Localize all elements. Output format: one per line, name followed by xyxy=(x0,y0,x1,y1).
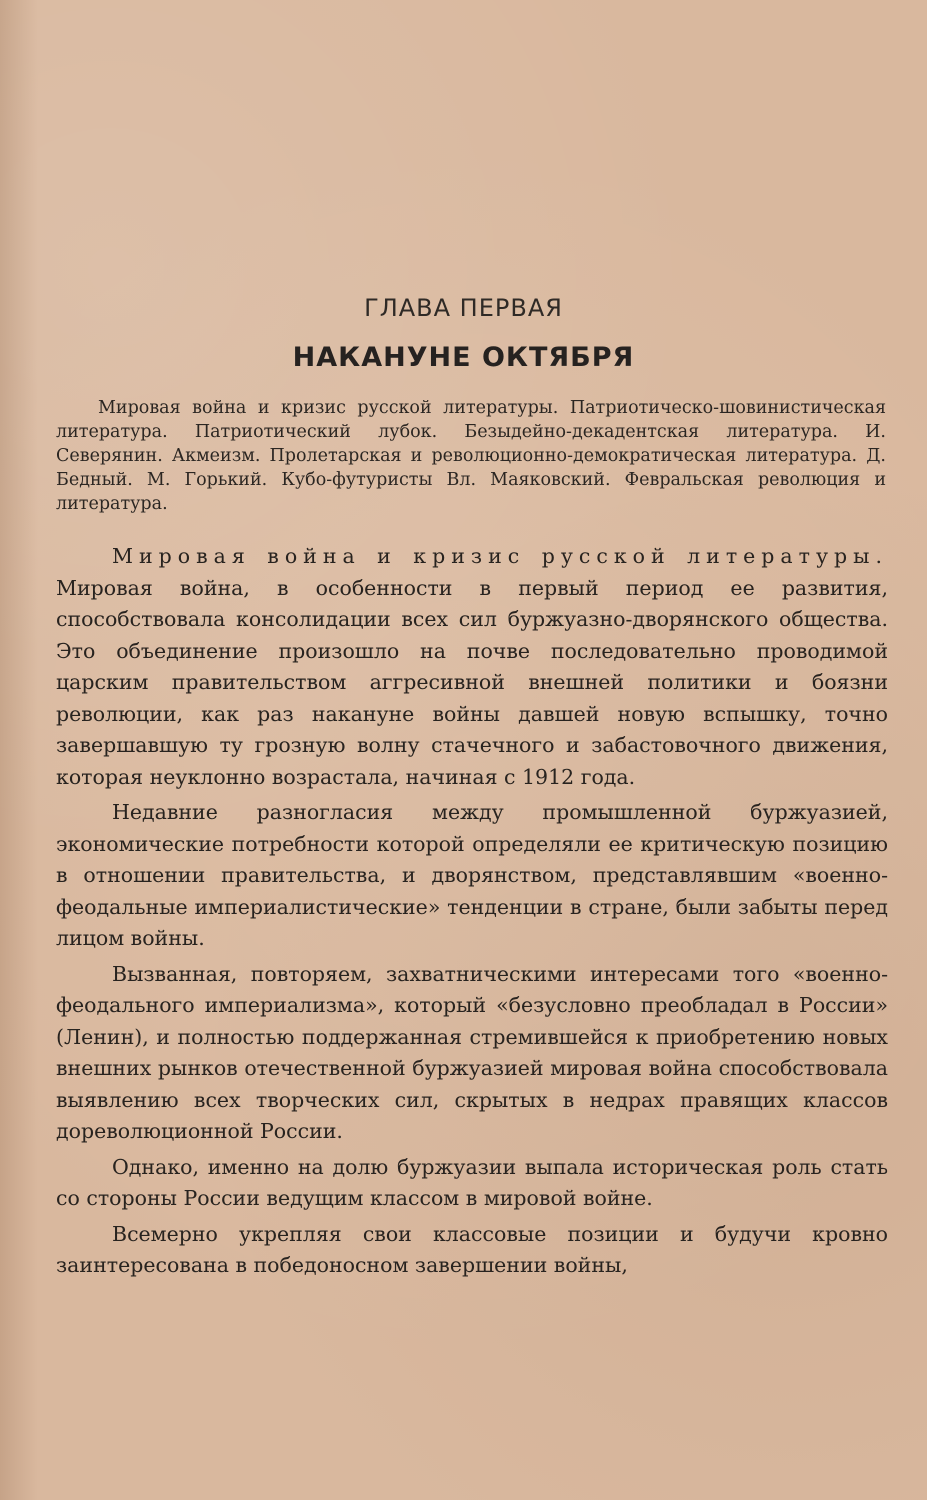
paragraph-1-text: Мировая война, в особенности в первый период ее развития, способствовала консолидации всех сил буржуазно-дворянского общества. Это объединение произошло на почве последовательно проводимой царским правительством аггресивной внешней политики и боязни революции, как раз накануне войны давшей новую вспышку, точно завершавшую ту грозную волну стачечного и забастовочного движения, которая неуклонно возрастала, начиная с 1912 года. xyxy=(56,575,888,789)
paragraph-2: Недавние разногласия между промышленной буржуазией, экономические потребности которой определяли ее критическую позицию в отношении правительства, и дворянством, представлявшим «военно-феодальные империалистические» тенденции в стране, были забыты перед лицом войны. xyxy=(56,800,888,950)
paragraph-1 xyxy=(56,541,888,793)
chapter-summary: Мировая война и кризис русской литературы. Патриотическо-шовинистическая литература. Патриотический лубок. Безыдейно-декадентская литература. И. Северянин. Акмеизм. Пролетарская и революционно-демократическая литература. Д. Бедный. М. Горький. Кубо-футуристы Вл. Маяковский. Февральская революция и литература. xyxy=(56,398,886,514)
paragraph-5: Всемерно укрепляя свои классовые позиции и будучи кровно заинтересована в победоносном завершении войны, xyxy=(56,1221,888,1277)
chapter-body xyxy=(56,541,888,1286)
chapter-title: НАКАНУНЕ ОКТЯБРЯ xyxy=(292,342,635,373)
paragraph-3: Вызванная, повторяем, захватническими интересами того «военно-феодального империализма», который «безусловно преобладал в России» (Ленин), и полностью поддержанная стремившейся к приобретению новых внешних рынков отечественной буржуазией мировая война способствовала выявлению всех творческих сил, скрытых в недрах правящих классов дореволюционной России. xyxy=(56,961,888,1143)
paragraph-1-heading: Мировая война и кризис русской литературы. xyxy=(112,544,888,568)
paragraph-4: Однако, именно на долю буржуазии выпала историческая роль стать со стороны России ведущим классом в мировой войне. xyxy=(56,1154,888,1210)
chapter-label: ГЛАВА ПЕРВАЯ xyxy=(364,294,563,322)
page-gutter-shadow xyxy=(0,0,38,1500)
